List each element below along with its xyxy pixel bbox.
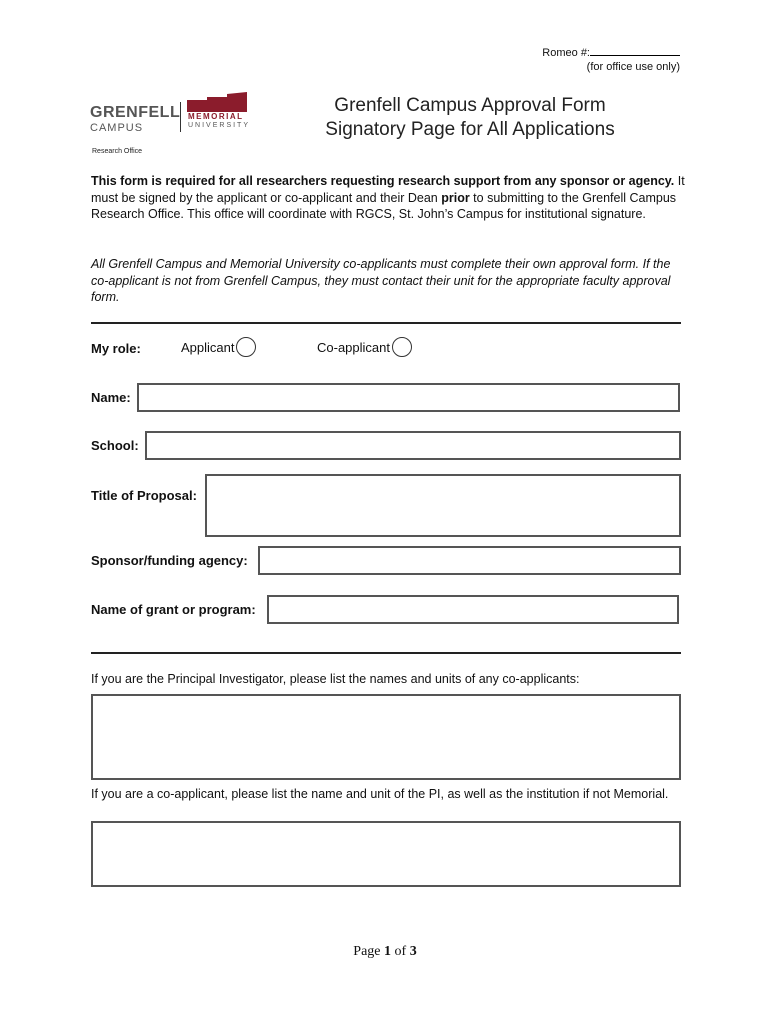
intro-prior-word: prior — [441, 190, 470, 205]
current-page: 1 — [384, 944, 392, 959]
applicant-radio[interactable] — [236, 337, 256, 357]
intro-paragraph — [91, 173, 691, 223]
role-label: My role: — [91, 341, 141, 356]
logo-university-text: UNIVERSITY — [188, 122, 251, 129]
sponsor-field[interactable] — [258, 546, 681, 575]
grant-label: Name of grant or program: — [91, 602, 256, 617]
memorial-crest-icon — [187, 92, 247, 112]
pi-question: If you are the Principal Investigator, please list the names and units of any co-applicants: — [91, 672, 580, 686]
title-line-1: Grenfell Campus Approval Form — [334, 95, 606, 116]
logo-divider — [180, 102, 181, 132]
logo-research-office-text: Research Office — [92, 148, 143, 155]
applicant-option[interactable] — [181, 337, 256, 357]
co-applicant-note: All Grenfell Campus and Memorial University co-applicants must complete their own approval form. If the co-applicant is not from Grenfell Campus, they must contact their unit for the appropriate faculty approval form. — [91, 257, 671, 304]
intro-text-1: It must be signed by the applicant or co-applicant and their Dean — [91, 174, 685, 205]
name-field[interactable] — [137, 383, 680, 412]
school-field[interactable] — [145, 431, 681, 460]
coapplicant-label: Co-applicant — [317, 339, 390, 355]
grenfell-memorial-logo — [90, 92, 252, 154]
section-divider-1 — [91, 322, 681, 324]
logo-campus-text: CAMPUS — [90, 122, 144, 134]
proposal-title-label: Title of Proposal: — [91, 488, 197, 503]
intro-bold-text: This form is required for all researchers requesting research support from any sponsor or agency. — [91, 174, 675, 188]
intro-text-2: to submitting to the Grenfell Campus Research Office. This office will coordinate with RGCS, St. John’s Campus for institutional signature. — [91, 190, 677, 221]
logo-grenfell-text: GRENFELL — [90, 104, 181, 121]
office-use-note: (for office use only) — [586, 61, 680, 73]
section-divider-2 — [91, 652, 681, 654]
logo-memorial-text: MEMORIAL — [188, 112, 244, 121]
co-applicant-question: If you are a co-applicant, please list the name and unit of the PI, as well as the institution if not Memorial. — [91, 787, 669, 801]
office-use-block — [520, 44, 680, 74]
form-title — [280, 94, 660, 142]
applicant-label: Applicant — [181, 339, 235, 355]
romeo-number-line[interactable] — [590, 44, 680, 56]
page-word: Page — [353, 944, 381, 959]
grant-field[interactable] — [267, 595, 679, 624]
title-line-2: Signatory Page for All Applications — [325, 119, 615, 140]
romeo-label: Romeo #: — [542, 47, 590, 59]
total-pages: 3 — [409, 944, 417, 959]
page-number — [0, 944, 770, 960]
coapplicant-option[interactable] — [317, 337, 412, 357]
sponsor-label: Sponsor/funding agency: — [91, 553, 248, 568]
pi-details-field[interactable] — [91, 821, 681, 887]
proposal-title-field[interactable] — [205, 474, 681, 537]
of-word: of — [394, 944, 407, 959]
coapplicant-radio[interactable] — [392, 337, 412, 357]
school-label: School: — [91, 438, 139, 453]
coapplicants-list-field[interactable] — [91, 694, 681, 780]
name-label: Name: — [91, 390, 131, 405]
